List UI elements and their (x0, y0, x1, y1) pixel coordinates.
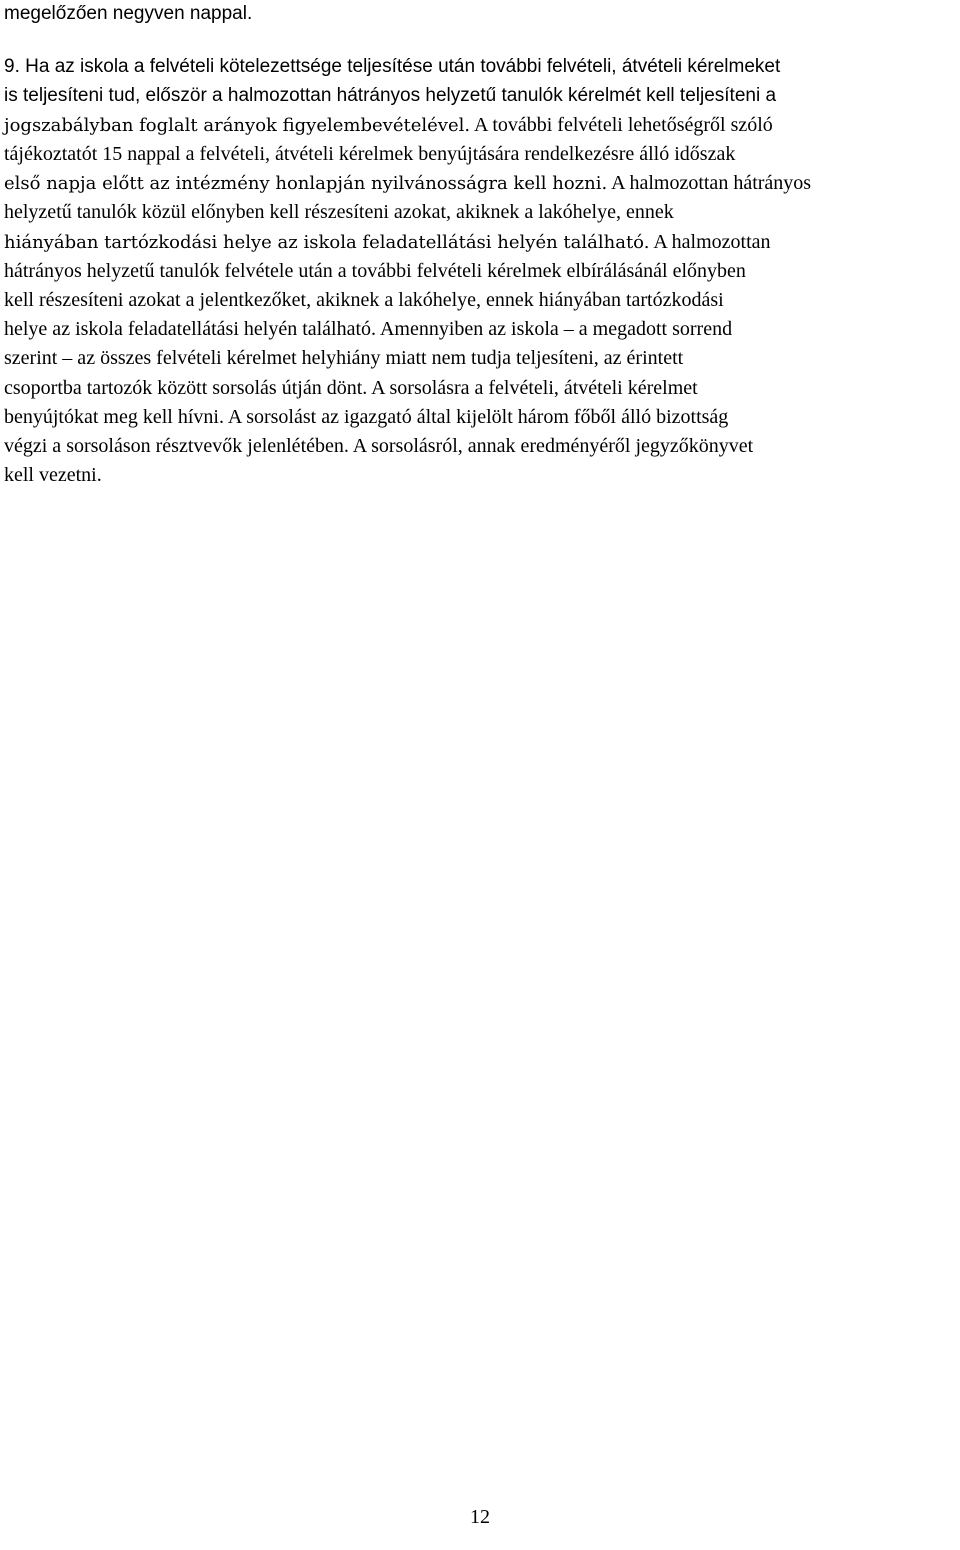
text-run: első napja előtt az intézmény honlapján nyilvánosságra kell hozni. (4, 173, 608, 194)
text-line (4, 171, 811, 196)
text-run: jogszabályban foglalt arányok figyelembevételével. (4, 115, 471, 136)
text-line: végzi a sorsoláson résztvevők jelenlétében. A sorsolásról, annak eredményéről jegyzőkönyvet (4, 435, 754, 457)
text-line: megelőzően negyven nappal. (4, 3, 253, 24)
text-line: tájékoztatót 15 nappal a felvételi, átvételi kérelmek benyújtására rendelkezésre álló időszak (4, 143, 736, 165)
text-run: A halmozottan (649, 231, 771, 253)
text-line: szerint – az összes felvételi kérelmet helyhiány miatt nem tudja teljesíteni, az érintett (4, 347, 684, 369)
text-line: helye az iskola feladatellátási helyén található. Amennyiben az iskola – a megadott sorrend (4, 318, 733, 340)
text-run: A további felvételi lehetőségről szóló (470, 114, 773, 136)
text-line: hátrányos helyzetű tanulók felvétele után a további felvételi kérelmek elbírálásánál előnyben (4, 260, 746, 282)
text-line: helyzetű tanulók közül előnyben kell részesíteni azokat, akiknek a lakóhelye, ennek (4, 201, 674, 223)
text-line: kell részesíteni azokat a jelentkezőket, akiknek a lakóhelye, ennek hiányában tartózkodási (4, 289, 724, 311)
text-run: A halmozottan hátrányos (607, 172, 812, 194)
text-line: benyújtókat meg kell hívni. A sorsolást az igazgató által kijelölt három főből álló bizottság (4, 406, 729, 428)
text-line: kell vezetni. (4, 464, 102, 486)
text-line (4, 230, 771, 255)
text-line: csoportba tartozók között sorsolás útján dönt. A sorsolásra a felvételi, átvételi kérelmet (4, 377, 698, 399)
text-line (4, 113, 773, 138)
text-line: is teljesíteni tud, először a halmozottan hátrányos helyzetű tanulók kérelmét kell teljesíteni a (4, 85, 777, 106)
page-number: 12 (470, 1506, 490, 1528)
text-line: 9. Ha az iskola a felvételi kötelezettsége teljesítése után további felvételi, átvételi kérelmeket (4, 56, 781, 77)
text-run: hiányában tartózkodási helye az iskola feladatellátási helyén található. (4, 232, 650, 253)
